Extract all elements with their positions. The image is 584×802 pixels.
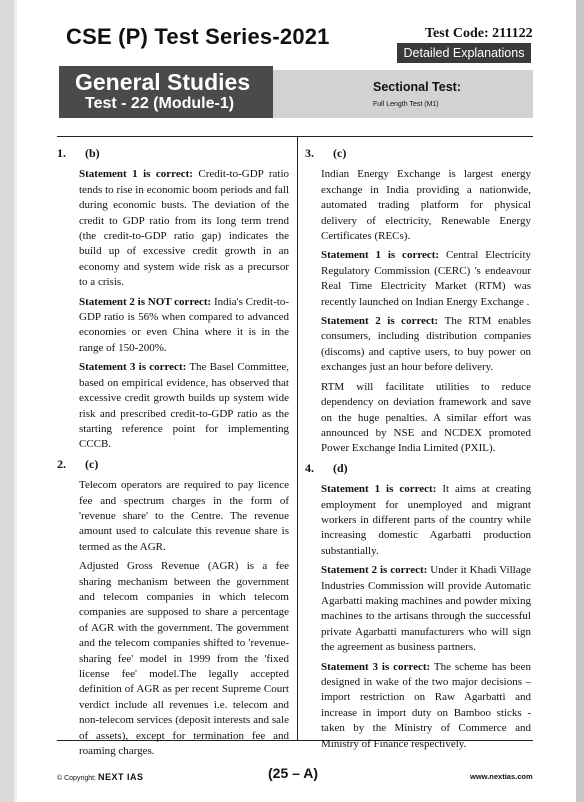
- question-4: [305, 461, 531, 752]
- paragraph: [79, 167, 289, 290]
- paragraph-text: The scheme has been designed in wake of the two major decisions – import restriction on Raw Agarbatti and increase in import duty on Bamboo sticks - taken by the Ministry of Commerce and Ministry of Finance respectively.: [321, 660, 531, 750]
- page-number: (25 – A): [268, 765, 319, 781]
- test-code: Test Code: 211122: [425, 26, 533, 41]
- answer: (b): [85, 146, 100, 160]
- paragraph-text: Indian Energy Exchange is largest energy exchange in India providing a nationwide, automated trading platform for physical delivery of electricity, Renewable Energy Certificates (RECs).: [321, 168, 531, 243]
- paragraph-text: Under it Khadi Village Industries Commission will provide Automatic Agarbatti making machines and powder mixing machines to the artisans through the successful private Agarbatti manufacturers who will sign the agreement as business partners.: [321, 564, 531, 654]
- question-3: [305, 146, 531, 457]
- paragraph: [321, 660, 531, 752]
- statement-lead: Statement 1 is correct:: [79, 168, 193, 181]
- sectional-banner: [273, 70, 533, 118]
- statement-lead: Statement 3 is correct:: [321, 660, 431, 673]
- test-name: Test - 22 (Module-1): [85, 95, 235, 112]
- scan-edge-left-inner: [14, 0, 17, 802]
- subject-banner: [59, 66, 273, 118]
- paragraph-text: Adjusted Gross Revenue (AGR) is a fee sharing mechanism between the government and telecom companies in which telecom companies are supposed to share a percentage of AGR with the government. The government and the telecom companies shifted to 'revenue-sharing fee' model in 1999 from the 'fixed license fee' model.The legally accepted definition of AGR as per recent Supreme Court verdict include all revenues i.e. telecom and non-telecom services (deposit interests and sale of assets), except for termination fee and roaming charges.: [79, 560, 289, 758]
- paragraph-text: Telecom operators are required to pay licence fee and spectrum charges in the form of 'revenue share' to the Centre. The revenue amount used to calculate this revenue share is termed as the AGR.: [79, 479, 289, 553]
- paragraph: [321, 563, 531, 655]
- paragraph: [321, 167, 531, 244]
- statement-lead: Statement 2 is NOT correct:: [79, 295, 212, 308]
- question-header: [57, 146, 289, 161]
- paragraph: [79, 559, 289, 759]
- sectional-subtitle: Full Length Test (M1): [373, 101, 439, 108]
- paragraph-text: RTM will facilitate utilities to reduce dependency on deviation framework and save on the huge penalties. A similar effort was announced by NSE and NCDEX promoted Power Exchange India Limited (PXIL).: [321, 380, 531, 455]
- answer: (c): [85, 456, 99, 471]
- question-header: [57, 457, 289, 472]
- paragraph-text: Credit-to-GDP ratio tends to rise in economic boom periods and fall during economic busts. The deviation of the credit to GDP ratio from its long term trend (the credit-to-GDP ratio gap) indicates the build up of excessive credit growth in an economy and system wide risk as a precursor to a crisis.: [79, 168, 290, 289]
- paragraph: [79, 478, 289, 555]
- statement-lead: Statement 1 is correct:: [321, 249, 440, 262]
- answer: (c): [333, 146, 347, 160]
- question-2: [57, 457, 289, 760]
- explanation: [57, 478, 289, 759]
- paragraph-text: The RTM enables consumers, including distribution companies (discoms) and captive users, to buy power on exchanges just an hour before delivery.: [321, 315, 531, 374]
- paragraph-text: India's Credit-to-GDP ratio is 56% when compared to advanced economies or even China where it is in the range of 150-200%.: [79, 295, 289, 354]
- question-number: 3.: [305, 146, 314, 160]
- brand-logo: NEXT IAS: [97, 772, 144, 782]
- copyright-text: © Copyright:: [57, 775, 97, 782]
- paragraph-text: It aims at creating employment for unemployed and migrant workers in different parts of the country while increasing domestic Agarbatti production substantially.: [321, 483, 532, 557]
- explanation: [305, 482, 531, 752]
- scan-edge-left: [0, 0, 14, 802]
- paragraph-text: Central Electricity Regulatory Commission (CERC) 's endeavour Real Time Electricity Market (RTM) was recently launched on Indian Energy Exchange .: [321, 249, 532, 308]
- paragraph: [321, 248, 531, 310]
- footer-copyright: [57, 772, 143, 782]
- explanation: [57, 167, 289, 452]
- paragraph: [79, 360, 289, 452]
- answer: (d): [333, 460, 348, 475]
- question-header: [305, 146, 531, 161]
- paragraph: [321, 482, 531, 559]
- top-rule: [57, 136, 533, 137]
- scan-edge-right: [576, 0, 584, 802]
- question-header: [305, 461, 531, 476]
- statement-lead: Statement 1 is correct:: [321, 483, 437, 496]
- series-title: CSE (P) Test Series-2021: [66, 24, 330, 49]
- right-column: [305, 146, 531, 756]
- question-number: 4.: [305, 460, 314, 475]
- question-number: 2.: [57, 456, 66, 471]
- subject-title: General Studies: [75, 69, 251, 95]
- statement-lead: Statement 2 is correct:: [321, 315, 439, 328]
- paragraph: [321, 380, 531, 457]
- question-number: 1.: [57, 146, 66, 160]
- column-divider: [297, 136, 298, 740]
- sectional-label: Sectional Test:: [373, 80, 461, 94]
- paragraph: [321, 314, 531, 376]
- statement-lead: Statement 3 is correct:: [79, 361, 187, 374]
- detailed-explanations-label: Detailed Explanations: [397, 43, 531, 63]
- website-link[interactable]: www.nextias.com: [470, 772, 533, 781]
- statement-lead: Statement 2 is correct:: [321, 564, 428, 577]
- question-1: [57, 146, 289, 453]
- paragraph-text: The Basel Committee, based on empirical evidence, has observed that excessive credit growth builds up system wide risk and prescribed credit-to-GDP ratio as the starting reference point for implementing CCCB.: [79, 361, 289, 451]
- paragraph: [79, 295, 289, 357]
- left-column: [57, 146, 289, 763]
- explanation: [305, 167, 531, 456]
